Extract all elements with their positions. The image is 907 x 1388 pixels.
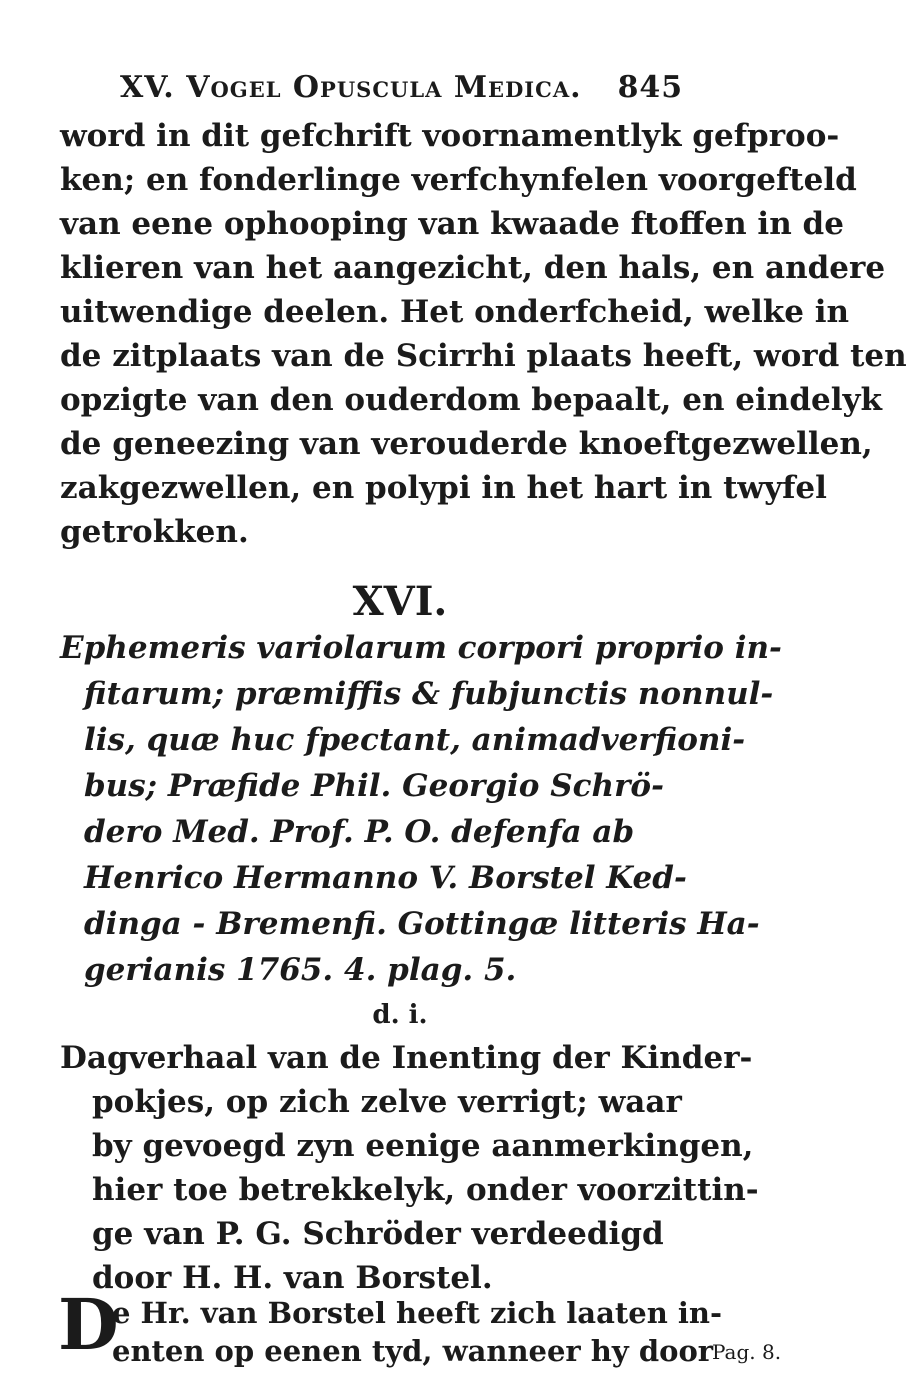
translation-line: ge van P. G. Schröder verdeedigd (92, 1216, 664, 1252)
running-header (120, 70, 683, 105)
translation-line: pokjes, op zich zelve verrigt; waar (92, 1084, 682, 1120)
body-line: word in dit gefchrift voornamentlyk gefproo- (60, 118, 840, 154)
margin-note: Pag. 8. (712, 1340, 782, 1364)
body-line: getrokken. (60, 514, 249, 550)
latin-title-line: bus; Præfide Phil. Georgio Schrö- (84, 768, 664, 804)
translation-line: by gevoegd zyn eenige aanmerkingen, (92, 1128, 754, 1164)
translation-label: d. i. (372, 1000, 428, 1030)
latin-title-line: dinga - Bremenfi. Gottingæ litteris Ha- (84, 906, 760, 942)
latin-title-line: Ephemeris variolarum corpori proprio in- (60, 630, 782, 666)
latin-title-line: lis, quæ huc fpectant, animadverfioni- (84, 722, 746, 758)
translation-line: hier toe betrekkelyk, onder voorzittin- (92, 1172, 759, 1208)
translation-line: Dagverhaal van de Inenting der Kinder- (60, 1040, 753, 1076)
header-page-number: 845 (617, 70, 684, 105)
latin-title-line: gerianis 1765. 4. plag. 5. (84, 952, 517, 988)
body-line: zakgezwellen, en polypi in het hart in twyfel (60, 470, 827, 506)
body-line: de geneezing van verouderde knoeftgezwellen, (60, 426, 873, 462)
latin-title-line: dero Med. Prof. P. O. defenfa ab (84, 814, 635, 850)
body-line: ken; en fonderlinge verfchynfelen voorgefteld (60, 162, 857, 198)
paragraph-line: e Hr. van Borstel heeft zich laaten in- (112, 1296, 723, 1330)
body-line: de zitplaats van de Scirrhi plaats heeft, word ten (60, 338, 907, 374)
body-line: uitwendige deelen. Het onderfcheid, welke in (60, 294, 850, 330)
body-line: opzigte van den ouderdom bepaalt, en eindelyk (60, 382, 882, 418)
section-number: XVI. (352, 578, 448, 625)
body-line: van eene ophooping van kwaade ftoffen in de (60, 206, 844, 242)
drop-cap: D (58, 1283, 119, 1366)
header-title: XV. Vogel Opuscula Medica. (120, 70, 582, 105)
latin-title-line: fitarum; præmiffis & fubjunctis nonnul- (84, 676, 774, 712)
body-line: klieren van het aangezicht, den hals, en andere (60, 250, 886, 286)
latin-title-line: Henrico Hermanno V. Borstel Ked- (84, 860, 687, 896)
paragraph-line: enten op eenen tyd, wanneer hy door (112, 1334, 714, 1368)
translation-line: door H. H. van Borstel. (92, 1260, 493, 1296)
